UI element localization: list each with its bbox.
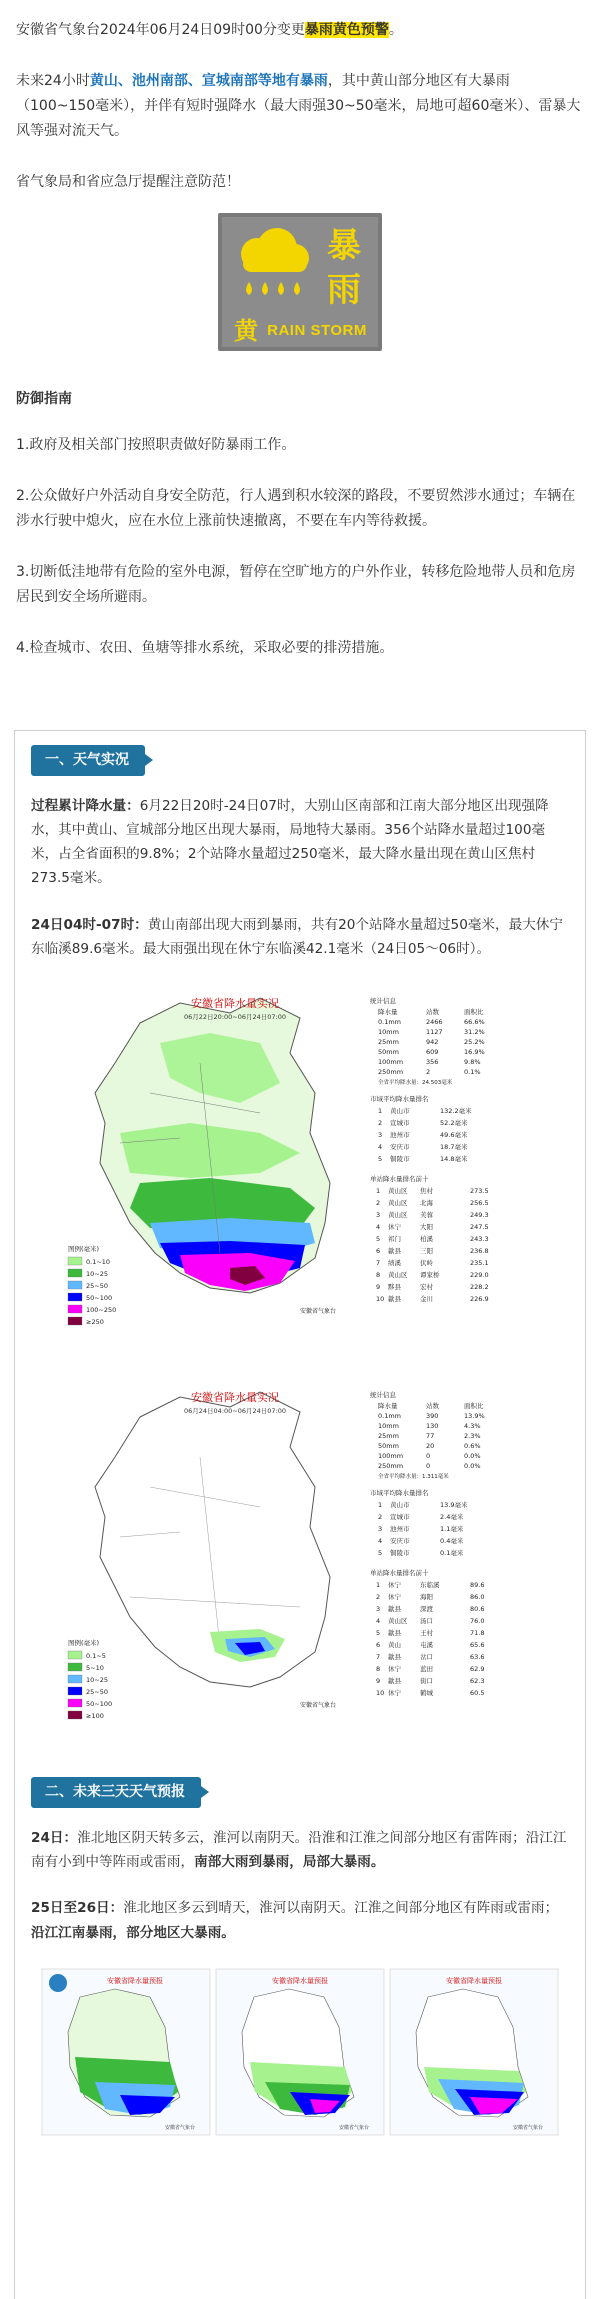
map2-city-cell: 1.1毫米 [440,1525,464,1534]
map1-stats-cell: 10mm [378,1028,399,1037]
map1-stats-note: 全省平均降水量：24.503毫米 [378,1080,453,1087]
map1-city-cell: 14.8毫米 [440,1155,468,1164]
map1-station-title: 单站降水量排名前十 [370,1175,429,1184]
map1-title: 安徽省降水量实况 [191,997,279,1011]
map1-city-cell: 池州市 [390,1131,410,1140]
map1-station-cell: 黄山区 [388,1271,408,1280]
map2-station-cell: 休宁 [388,1689,401,1698]
map1-station-cell: 10 [376,1295,385,1304]
map1-stats-cell: 面积比 [464,1008,484,1017]
forecast-map-1-footer: 安徽省气象台 [164,2124,196,2131]
map1-station-cell: 4 [376,1223,381,1232]
map2-stats-cell: 100mm [378,1452,404,1461]
map1-stats-cell: 100mm [378,1058,404,1067]
forecast-map-2 [216,1969,384,2135]
map2-stats-title: 统计信息 [370,1391,396,1400]
map1-legend-swatch [68,1317,82,1325]
map1-station-cell: 256.5 [470,1199,489,1208]
map1-station-cell: 黄山区 [388,1199,408,1208]
map2-city-cell: 池州市 [390,1525,410,1534]
sign-english: RAIN STORM [267,322,367,340]
map2-station-cell: 休宁 [388,1581,401,1590]
map1-station-cell: 北海 [420,1199,433,1208]
detail-areas: 黄山、池州南部、宣城南部等地有暴雨 [89,72,328,89]
map2-station-cell: 海阳 [420,1593,433,1602]
map1-station-cell: 绩溪 [388,1259,401,1268]
guide-item-3: 3.切断低洼地带有危险的室外电源，暂停在空旷地方的户外作业，转移危险地带人员和危房居民到安全场所避雨。 [16,564,576,606]
map2-station-cell: 80.6 [470,1605,485,1614]
map2-stats-cell: 0.6% [464,1442,481,1451]
map2-stats-cell: 0.1mm [378,1412,402,1421]
map1-station-cell: 歙县 [388,1295,401,1304]
map2-stats-cell: 77 [426,1432,435,1441]
map1-legend-label: 10~25 [86,1270,108,1279]
intro-suffix: 。 [388,22,403,38]
map1-station-cell: 235.1 [470,1259,489,1268]
map1-stats-cell: 2 [426,1068,431,1077]
map1-station-cell: 6 [376,1247,381,1256]
map2-legend-swatch [68,1687,82,1695]
map2-stats-cell: 250mm [378,1462,404,1471]
map2-station-cell: 黄山区 [388,1617,408,1626]
map1-stats-cell: 250mm [378,1068,404,1077]
map1-station-cell: 柏溪 [420,1235,433,1244]
map2-station-cell: 屯溪 [420,1641,433,1650]
map2-station-cell: 71.8 [470,1629,485,1638]
map2-station-cell: 1 [376,1581,381,1590]
detail-lead: 未来24小时 [16,72,90,89]
section2-p2-label: 25日至26日： [31,1900,124,1917]
map2-stats-cell: 10mm [378,1422,399,1431]
map1-legend-swatch [68,1293,82,1301]
map2-station-cell: 蓝田 [420,1665,433,1674]
map1-station-cell: 黄山区 [388,1187,408,1196]
map2-station-cell: 7 [376,1653,381,1662]
sign-char-bottom: 雨 [327,269,361,310]
section2-p2-bold: 沿江江南暴雨，部分地区大暴雨。 [31,1924,235,1941]
map1-station-cell: 芙蓉 [420,1211,433,1220]
map2-station-cell: 89.6 [470,1581,485,1590]
map2-legend-label: 10~25 [86,1676,108,1685]
map1-station-cell: 金川 [420,1295,433,1304]
map2-legend-label: 5~10 [86,1664,104,1673]
map1-city-cell: 宣城市 [390,1119,410,1128]
map2-stats-cell: 50mm [378,1442,399,1451]
map1-station-cell: 伏岭 [420,1259,433,1268]
map1-legend-swatch [68,1281,82,1289]
map2-station-cell: 休宁 [388,1665,401,1674]
map2-stats-cell: 13.9% [464,1412,485,1421]
map2-station-cell: 4 [376,1617,381,1626]
section1-p1-text: 6月22日20时-24日07时，大别山区南部和江南大部分地区出现强降水，其中黄山、宣城部分地区出现大暴雨，局地特大暴雨。356个站降水量超过100毫米，占全省面积的9.8%；2个站降水量超过250毫米，最大降水量出现在黄山区焦村273.5毫米。 [31,797,549,887]
map1-station-cell: 大阳 [420,1223,433,1232]
map2-stats-cell: 0.0% [464,1462,481,1471]
map1-stats-cell: 9.8% [464,1058,481,1067]
map1-stats-cell: 31.2% [464,1028,485,1037]
map1-station-cell: 三阳 [420,1247,433,1256]
map2-stats-cell: 390 [426,1412,439,1421]
map2-station-cell: 汤口 [420,1617,433,1626]
map1-station-cell: 236.8 [470,1247,489,1256]
map2-station-cell: 2 [376,1593,381,1602]
map1-stats-cell: 16.9% [464,1048,485,1057]
map1-legend-label: 100~250 [86,1306,117,1315]
map1-stats-cell: 50mm [378,1048,399,1057]
map2-stats-cell: 0 [426,1452,431,1461]
map2-city-cell: 2 [378,1513,383,1522]
map1-stats-title: 统计信息 [370,997,396,1006]
forecast-map-1 [42,1969,210,2135]
map1-station-cell: 歙县 [388,1247,401,1256]
map2-station-cell: 歙县 [388,1605,401,1614]
guide-title: 防御指南 [16,390,72,407]
map1-station-cell: 247.5 [470,1223,489,1232]
map2-station-cell: 歙县 [388,1653,401,1662]
map2-stats-cell: 面积比 [464,1402,484,1411]
map2-subtitle: 06月24日04:00~06月24日07:00 [184,1407,286,1416]
map1-station-cell: 2 [376,1199,381,1208]
map1-legend-swatch [68,1305,82,1313]
map1-legend-title: 图例(毫米) [68,1245,100,1254]
map1-legend-swatch [68,1269,82,1277]
section1-p2-label: 24日04时-07时： [31,916,148,933]
map2-legend-label: ≥100 [86,1712,104,1721]
map2-legend-label: 50~100 [86,1700,113,1709]
map1-stats-cell: 356 [426,1058,439,1067]
map1-station-cell: 焦村 [420,1187,433,1196]
rainstorm-yellow-sign [218,213,382,351]
map2-station-title: 单站降水量排名前十 [370,1569,429,1578]
map1-city-cell: 49.6毫米 [440,1131,468,1140]
map1-city-cell: 4 [378,1143,383,1152]
forecast-map-1-title: 安徽省降水量预报 [107,1976,163,1985]
map2-station-cell: 6 [376,1641,381,1650]
map2-city-cell: 4 [378,1537,383,1546]
map1-legend-label: ≥250 [86,1318,104,1327]
warning-sign-wrapper [16,213,584,351]
map1-footer: 安徽省气象台 [300,1308,337,1316]
guide-item-4: 4.检查城市、农田、鱼塘等排水系统，采取必要的排涝措施。 [16,639,394,656]
section2-paragraph-2 [31,1896,569,1944]
map1-station-cell: 宏村 [420,1283,433,1292]
map2-legend-label: 0.1~5 [86,1652,106,1661]
map2-station-cell: 岔口 [420,1653,433,1662]
map1-stats-table [378,1007,485,1076]
map1-stats-cell: 降水量 [378,1008,398,1017]
map2-stats-cell: 0.0% [464,1452,481,1461]
weather-report-box [14,730,586,2299]
map1-station-cell: 273.5 [470,1187,489,1196]
logo-icon [49,1974,67,1992]
map1-station-cell: 7 [376,1259,381,1268]
rain-map-1 [60,983,540,1363]
map1-stats-cell: 66.6% [464,1018,485,1027]
guide-item-1: 1.政府及相关部门按照职责做好防暴雨工作。 [16,437,296,454]
map1-stats-cell: 25mm [378,1038,399,1047]
section1-p2-text: 黄山南部出现大雨到暴雨，共有20个站降水量超过50毫米，最大休宁东临溪89.6毫米。最大雨强出现在休宁东临溪42.1毫米（24日05～06时）。 [31,916,563,957]
map2-station-cell: 深渡 [420,1605,433,1614]
map2-footer: 安徽省气象台 [300,1702,337,1710]
map2-station-cell: 60.5 [470,1689,485,1698]
map2-station-cell: 62.3 [470,1677,485,1686]
map2-city-cell: 3 [378,1525,383,1534]
section2-title: 二、未来三天天气预报 [31,1777,201,1808]
map1-city-cell: 18.7毫米 [440,1143,468,1152]
map2-stats-cell: 25mm [378,1432,399,1441]
map1-city-cell: 3 [378,1131,383,1140]
map1-subtitle: 06月22日20:00~06月24日07:00 [184,1013,286,1022]
map2-station-cell: 5 [376,1629,381,1638]
map2-stats-cell: 4.3% [464,1422,481,1431]
map1-station-cell: 祁门 [388,1235,401,1244]
forecast-map-3-title: 安徽省降水量预报 [446,1976,502,1985]
map1-station-cell: 谭家桥 [420,1271,440,1280]
map2-stats-cell: 130 [426,1422,439,1431]
map2-city-cell: 2.4毫米 [440,1513,464,1522]
map2-city-cell: 0.1毫米 [440,1549,464,1558]
map1-city-cell: 黄山市 [390,1107,410,1116]
map1-station-cell: 229.0 [470,1271,489,1280]
map1-stats-cell: 2466 [426,1018,443,1027]
sign-char-top: 暴 [327,225,361,266]
map2-station-cell: 东临溪 [420,1581,440,1590]
map1-station-cell: 休宁 [388,1223,401,1232]
map1-legend-swatch [68,1257,82,1265]
section1-paragraph-1 [31,794,569,891]
map1-city-cell: 1 [378,1107,383,1116]
map2-legend-swatch [68,1651,82,1659]
map2-station-cell: 王村 [420,1629,433,1638]
map2-city-title: 市域平均降水量排名 [370,1489,429,1498]
map2-legend-swatch [68,1663,82,1671]
map2-station-cell: 76.0 [470,1617,485,1626]
map1-city-cell: 2 [378,1119,383,1128]
map1-station-cell: 226.9 [470,1295,489,1304]
map1-station-cell: 5 [376,1235,381,1244]
guide-item-2: 2.公众做好户外活动自身安全防范，行人遇到积水较深的路段，不要贸然涉水通过；车辆在涉水行驶中熄火，应在水位上涨前快速撤离，不要在车内等待救援。 [16,488,576,530]
map1-station-cell: 243.3 [470,1235,489,1244]
map1-city-cell: 132.2毫米 [440,1107,472,1116]
map2-city-cell: 铜陵市 [390,1549,410,1558]
map1-city-cell: 铜陵市 [390,1155,410,1164]
map2-city-cell: 0.4毫米 [440,1537,464,1546]
map1-station-cell: 黟县 [388,1283,401,1292]
detail-rest: ，其中黄山部分地区有大暴雨（100~150毫米），并伴有短时强降水（最大雨强30~50毫米，局地可超60毫米）、雷暴大风等强对流天气。 [16,72,581,139]
map2-station-cell: 街口 [420,1677,433,1686]
forecast-map-3 [390,1969,558,2135]
section1-paragraph-2 [31,913,569,961]
map2-legend-swatch [68,1675,82,1683]
map1-stats-cell: 609 [426,1048,439,1057]
map2-city-cell: 安庆市 [390,1537,410,1546]
map2-stats-cell: 20 [426,1442,435,1451]
map2-city-cell: 宣城市 [390,1513,410,1522]
map2-station-cell: 8 [376,1665,381,1674]
forecast-map-2-footer: 安徽省气象台 [338,2124,370,2131]
map2-city-cell: 1 [378,1501,383,1510]
map2-station-cell: 63.6 [470,1653,485,1662]
map2-station-cell: 86.0 [470,1593,485,1602]
map2-station-cell: 10 [376,1689,385,1698]
map2-station-cell: 65.6 [470,1641,485,1650]
map1-city-title: 市域平均降水量排名 [370,1095,429,1104]
map2-stats-note: 全省平均降水量：1.311毫米 [378,1474,449,1481]
cloud-rain-icon [229,224,317,312]
map2-station-cell: 歙县 [388,1677,401,1686]
section1-p1-label: 过程累计降水量： [31,797,140,814]
section2-p1-label: 24日： [31,1829,78,1846]
rain-map-2 [60,1377,540,1757]
map2-city-cell: 5 [378,1549,383,1558]
map1-station-cell: 8 [376,1271,381,1280]
map1-stats-cell: 0.1mm [378,1018,402,1027]
map1-station-cell: 9 [376,1283,381,1292]
map1-city-cell: 5 [378,1155,383,1164]
map1-stats-cell: 25.2% [464,1038,485,1047]
map1-city-cell: 52.2毫米 [440,1119,468,1128]
map2-station-cell: 9 [376,1677,381,1686]
map1-station-cell: 249.3 [470,1211,489,1220]
map1-legend-label: 0.1~10 [86,1258,111,1267]
map2-legend-swatch [68,1711,82,1719]
section2-paragraph-1 [31,1826,569,1874]
section2-p2-text: 淮北地区多云到晴天，淮河以南阴天。江淮之间部分地区有阵雨或雷雨； [123,1900,559,1917]
map2-title: 安徽省降水量实况 [191,1391,279,1405]
map2-legend-swatch [68,1699,82,1707]
warning-highlight: 暴雨黄色预警 [304,22,389,38]
map2-stats-cell: 降水量 [378,1402,398,1411]
map1-legend-label: 50~100 [86,1294,113,1303]
map2-stats-cell: 0 [426,1462,431,1471]
map1-stats-cell: 0.1% [464,1068,481,1077]
map1-stats-cell: 942 [426,1038,439,1047]
forecast-maps [40,1967,560,2137]
map1-legend-label: 25~50 [86,1282,108,1291]
map1-city-cell: 安庆市 [390,1143,410,1152]
map2-station-cell: 歙县 [388,1629,401,1638]
intro-paragraph [16,18,584,43]
map2-station-cell: 休宁 [388,1593,401,1602]
map2-stats-cell: 2.3% [464,1432,481,1441]
map1-station-cell: 228.2 [470,1283,489,1292]
intro-prefix: 安徽省气象台2024年06月24日09时00分变更 [16,22,305,38]
map2-station-cell: 鹤城 [420,1689,433,1698]
map2-city-cell: 13.9毫米 [440,1501,468,1510]
map1-station-cell: 3 [376,1211,381,1220]
map1-station-cell: 黄山区 [388,1211,408,1220]
map2-station-cell: 62.9 [470,1665,485,1674]
map1-stats-cell: 1127 [426,1028,443,1037]
map1-stats-cell: 站数 [426,1008,439,1017]
forecast-map-3-footer: 安徽省气象台 [512,2124,544,2131]
map2-stats-cell: 站数 [426,1402,439,1411]
map2-city-cell: 黄山市 [390,1501,410,1510]
reminder-paragraph: 省气象局和省应急厅提醒注意防范！ [16,173,240,190]
map2-station-cell: 黄山 [388,1641,401,1650]
map2-legend-title: 图例(毫米) [68,1639,100,1648]
detail-paragraph [16,69,584,144]
section2-p1-text: 淮北地区阴天转多云，淮河以南阴天。沿淮和江淮之间部分地区有雷阵雨；沿江江南有小到中等阵雨或雷雨， [31,1829,567,1871]
map2-station-cell: 3 [376,1605,381,1614]
section2-p1-bold: 南部大雨到暴雨，局部大暴雨。 [194,1854,385,1871]
map1-station-cell: 1 [376,1187,381,1196]
forecast-map-2-title: 安徽省降水量预报 [272,1976,328,1985]
sign-level: 黄 [234,316,258,346]
section1-title: 一、天气实况 [31,745,145,776]
map2-legend-label: 25~50 [86,1688,108,1697]
